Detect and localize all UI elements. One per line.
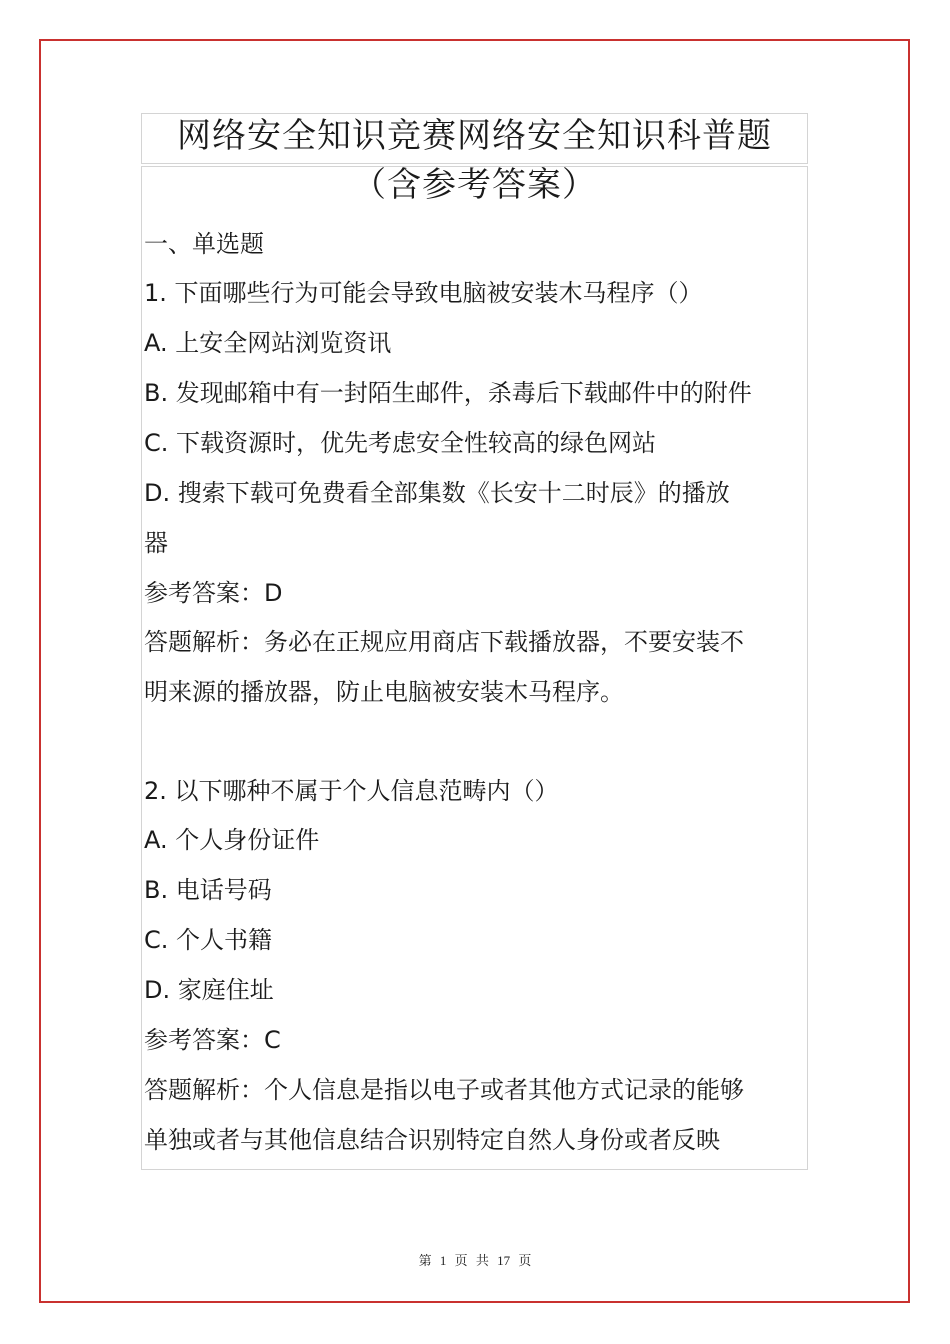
q1-explanation-line-2: 明来源的播放器，防止电脑被安装木马程序。 — [144, 678, 624, 706]
q1-option-a: A. 上安全网站浏览资讯 — [144, 329, 392, 357]
q2-option-c: C. 个人书籍 — [144, 926, 273, 954]
q1-option-b: B. 发现邮箱中有一封陌生邮件，杀毒后下载邮件中的附件 — [144, 379, 752, 407]
page-number-footer: 第 1 页 共 17 页 — [418, 1253, 532, 1268]
q1-question: 1. 下面哪些行为可能会导致电脑被安装木马程序（） — [144, 279, 703, 307]
content-frame — [141, 166, 808, 1170]
document-title-line-2: （含参考答案） — [352, 165, 597, 205]
q2-explanation-line-2: 单独或者与其他信息结合识别特定自然人身份或者反映 — [144, 1126, 720, 1154]
q1-explanation-line-1: 答题解析：务必在正规应用商店下载播放器，不要安装不 — [144, 628, 744, 656]
q1-option-c: C. 下载资源时，优先考虑安全性较高的绿色网站 — [144, 429, 657, 457]
q2-answer: 参考答案：C — [144, 1026, 281, 1054]
q1-option-d-line-2: 器 — [144, 529, 168, 557]
q2-question: 2. 以下哪种不属于个人信息范畴内（） — [144, 777, 559, 805]
q2-option-d: D. 家庭住址 — [144, 976, 274, 1004]
q1-option-d-line-1: D. 搜索下载可免费看全部集数《长安十二时辰》的播放 — [144, 479, 730, 507]
q2-option-b: B. 电话号码 — [144, 876, 272, 904]
q1-answer: 参考答案：D — [144, 579, 283, 607]
section-heading: 一、单选题 — [144, 230, 264, 258]
q2-explanation-line-1: 答题解析：个人信息是指以电子或者其他方式记录的能够 — [144, 1076, 744, 1104]
document-title-line-1: 网络安全知识竞赛网络安全知识科普题 — [177, 116, 772, 156]
q2-option-a: A. 个人身份证件 — [144, 826, 320, 854]
